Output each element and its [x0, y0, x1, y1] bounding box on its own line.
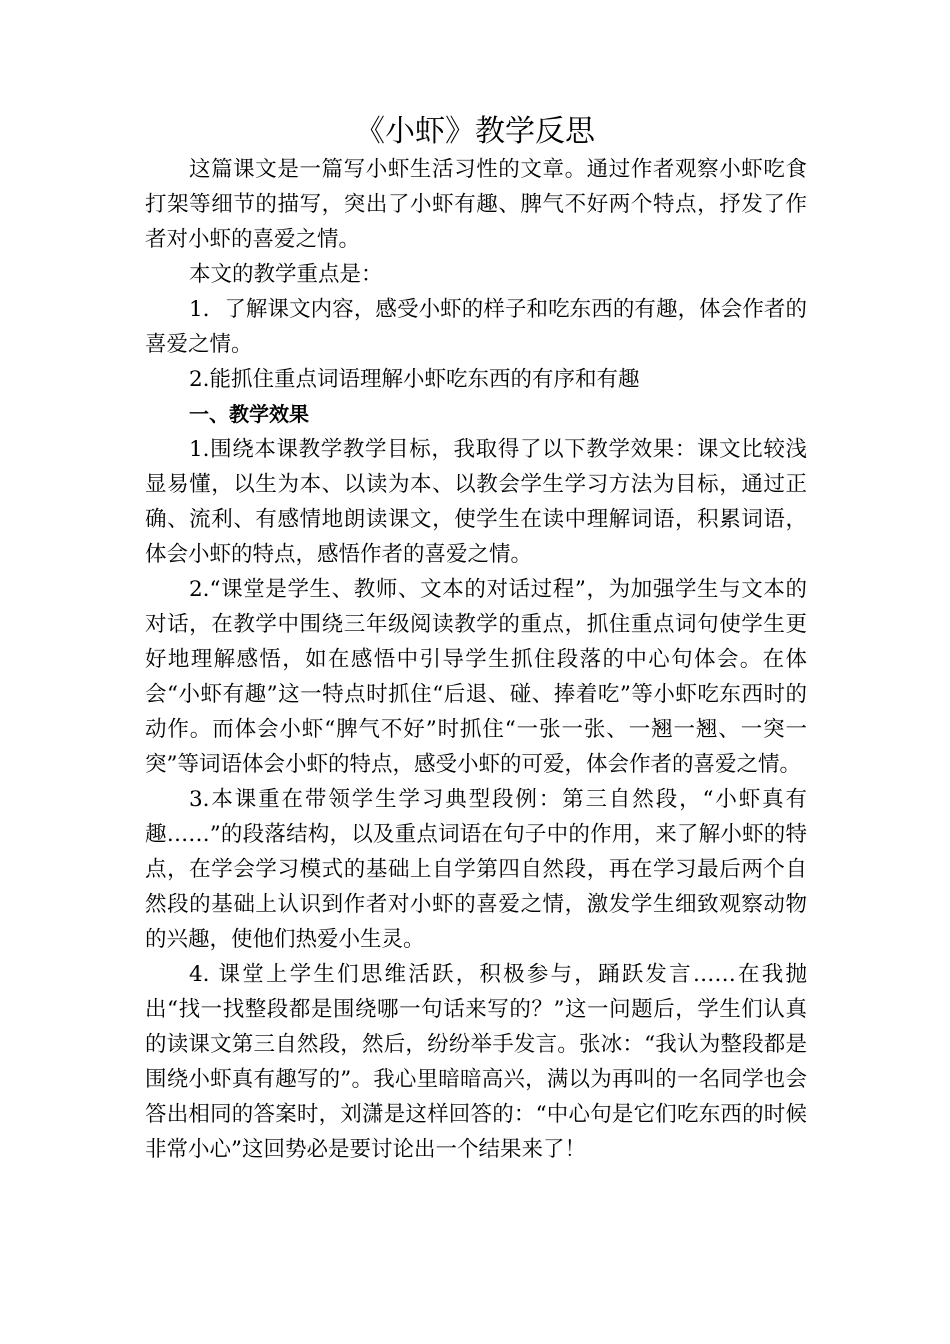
document-title: 《小虾》教学反思	[355, 114, 595, 149]
paragraph-key-points-label: 本文的教学重点是：	[189, 262, 383, 287]
section-heading-teaching-effect: 一、教学效果	[189, 402, 309, 426]
paragraph-effect-1: 1.围绕本课教学教学目标，我取得了以下教学效果：课文比较浅显易懂，以生为本、以读为本、以教会学生学习方法为目标，通过正确、流利、有感情地朗读课文，使学生在读中理解词语，积累词语，体会小虾的特点，感悟作者的喜爱之情。	[145, 437, 807, 567]
paragraph-effect-2: 2.“课堂是学生、教师、文本的对话过程”，为加强学生与文本的对话，在教学中围绕三年级阅读教学的重点，抓住重点词句使学生更好地理解感悟，如在感悟中引导学生抓住段落的中心句体会。在体会“小虾有趣”这一特点时抓住“后退、碰、捧着吃”等小虾吃东西时的动作。而体会小虾“脾气不好”时抓住“一张一张、一翘一翘、一突一突”等词语体会小虾的特点，感受小虾的可爱，体会作者的喜爱之情。	[145, 577, 807, 777]
paragraph-key-point-1: 1．了解课文内容，感受小虾的样子和吃东西的有趣，体会作者的喜爱之情。	[145, 297, 807, 357]
paragraph-effect-4: 4. 课堂上学生们思维活跃，积极参与，踊跃发言……在我抛出“找一找整段都是围绕哪一句话来写的？”这一问题后，学生们认真的读课文第三自然段，然后，纷纷举手发言。张冰：“我认为整段都是围绕小虾真有趣写的”。我心里暗暗高兴，满以为再叫的一名同学也会答出相同的答案时，刘潇是这样回答的：“中心句是它们吃东西的时候非常小心”这回势必是要讨论出一个结果来了！	[145, 962, 807, 1162]
document-body	[145, 152, 807, 1167]
paragraph-key-point-2: 2.能抓住重点词语理解小虾吃东西的有序和有趣	[189, 367, 640, 392]
paragraph-effect-3: 3.本课重在带领学生学习典型段例：第三自然段，“小虾真有趣……”的段落结构，以及重点词语在句子中的作用，来了解小虾的特点，在学会学习模式的基础上自学第四自然段，再在学习最后两个自然段的基础上认识到作者对小虾的喜爱之情，激发学生细致观察动物的兴趣，使他们热爱小生灵。	[145, 787, 807, 952]
paragraph-intro: 这篇课文是一篇写小虾生活习性的文章。通过作者观察小虾吃食打架等细节的描写，突出了小虾有趣、脾气不好两个特点，抒发了作者对小虾的喜爱之情。	[145, 157, 807, 252]
